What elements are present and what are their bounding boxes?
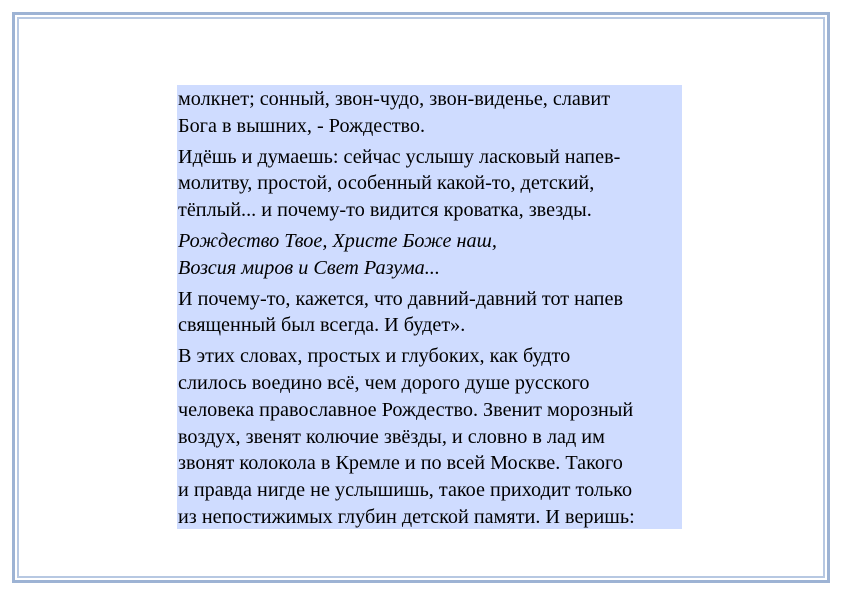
text-line: молкнет; сонный, звон-чудо, звон-виденье, славит [178,88,611,110]
text-line: Идёшь и думаешь: сейчас услышу ласковый напев- [178,145,621,168]
text-line: В этих словах, простых и глубоких, как будто [178,345,571,368]
text-line: Рождество Твое, Христе Боже наш, [178,229,497,252]
text-line: Бога в вышних, - Рождество. [178,114,426,137]
text-line: звонят колокола в Кремле и по всей Москве. Такого [178,452,623,475]
text-line: И почему-то, кажется, что давний-давний тот напев [178,287,623,310]
text-line: тёплый... и почему-то видится кроватка, звезды. [178,199,592,222]
text-line: слилось воедино всё, чем дорого душе русского [178,371,590,394]
text-line: воздух, звенят колючие звёзды, и словно в лад им [178,425,605,448]
text-line: священный был всегда. И будет». [178,314,466,337]
paragraph-4 [178,286,678,340]
text-line: молитву, простой, особенный какой-то, детский, [178,172,595,195]
text-block [177,85,682,529]
text-line: Возсия миров и Свет Разума... [178,256,440,279]
text-line: из непостижимых глубин детской памяти. И веришь: [178,505,635,528]
paragraph-2 [178,144,678,224]
paragraph-quote [178,228,678,282]
paragraph-1 [178,86,678,140]
paragraph-5 [178,343,678,531]
text-line: человека православное Рождество. Звенит морозный [178,398,634,421]
text-line: и правда нигде не услышишь, такое приходит только [178,479,633,502]
